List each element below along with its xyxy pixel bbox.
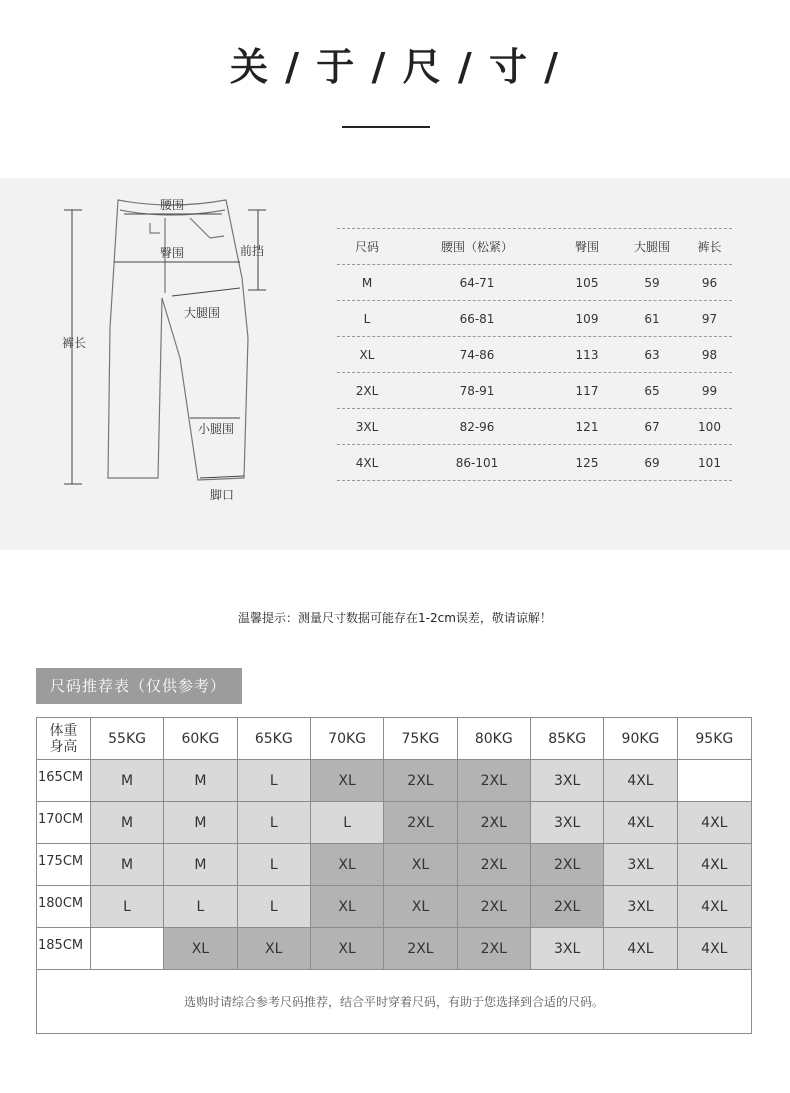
size-cell: L bbox=[91, 886, 164, 927]
cell-hip: 117 bbox=[575, 383, 599, 398]
cell-size: 2XL bbox=[355, 383, 379, 398]
size-cell: M bbox=[91, 802, 164, 843]
size-cell: 4XL bbox=[678, 886, 751, 927]
cell-thigh: 63 bbox=[644, 347, 660, 362]
size-table-header bbox=[337, 228, 732, 265]
table-row bbox=[337, 265, 732, 301]
table-row bbox=[37, 760, 751, 802]
size-cell: M bbox=[91, 760, 164, 801]
size-cell: 3XL bbox=[604, 844, 677, 885]
height-label: 175CM bbox=[37, 844, 91, 885]
size-cell: L bbox=[238, 844, 311, 885]
header-hip: 臀围 bbox=[574, 240, 599, 254]
cell-thigh: 67 bbox=[644, 419, 660, 434]
pants-outline bbox=[108, 200, 248, 480]
size-cell: L bbox=[311, 802, 384, 843]
cell-length: 96 bbox=[701, 275, 718, 290]
recommend-header-row bbox=[37, 718, 751, 760]
size-cell: 2XL bbox=[458, 928, 531, 969]
cell-waist: 74-86 bbox=[459, 347, 495, 362]
size-cell: L bbox=[238, 760, 311, 801]
header-length: 裤长 bbox=[697, 240, 722, 254]
waist-label: 腰围 bbox=[160, 198, 185, 212]
header-waist: 腰围（松紧） bbox=[440, 240, 513, 254]
cell-hip: 121 bbox=[575, 419, 599, 434]
cell-length: 100 bbox=[698, 419, 721, 434]
size-cell: 2XL bbox=[458, 760, 531, 801]
calf-label: 小腿围 bbox=[198, 422, 235, 436]
weight-header: 90KG bbox=[604, 718, 677, 759]
size-cell: 4XL bbox=[678, 844, 751, 885]
size-cell: 2XL bbox=[384, 802, 457, 843]
header-size: 尺码 bbox=[354, 240, 379, 254]
size-cell: 3XL bbox=[531, 802, 604, 843]
cell-length: 97 bbox=[701, 311, 718, 326]
size-cell: XL bbox=[384, 886, 457, 927]
size-cell: L bbox=[164, 886, 237, 927]
length-label: 裤长 bbox=[62, 336, 87, 350]
hem-label: 脚口 bbox=[210, 488, 235, 502]
height-label: 180CM bbox=[37, 886, 91, 927]
size-cell bbox=[91, 928, 164, 969]
thigh-arrow bbox=[172, 288, 240, 296]
size-cell: 3XL bbox=[531, 760, 604, 801]
header-thigh: 大腿围 bbox=[633, 240, 670, 254]
size-cell: XL bbox=[311, 928, 384, 969]
cell-thigh: 59 bbox=[644, 275, 660, 290]
cell-waist: 86-101 bbox=[455, 455, 499, 470]
size-cell: 3XL bbox=[531, 928, 604, 969]
size-cell: 4XL bbox=[604, 928, 677, 969]
cell-size: L bbox=[363, 311, 371, 326]
cell-waist: 82-96 bbox=[459, 419, 495, 434]
cell-size: XL bbox=[359, 347, 375, 362]
size-panel bbox=[0, 178, 790, 550]
table-row bbox=[337, 301, 732, 337]
size-cell: 3XL bbox=[604, 886, 677, 927]
table-row bbox=[337, 445, 732, 481]
recommend-tag: 尺码推荐表（仅供参考） bbox=[36, 668, 242, 704]
table-row bbox=[337, 337, 732, 373]
weight-header: 85KG bbox=[531, 718, 604, 759]
weight-header: 95KG bbox=[695, 730, 734, 747]
table-row bbox=[37, 886, 751, 928]
size-table bbox=[337, 228, 732, 481]
table-row bbox=[37, 928, 751, 970]
corner-weight-label: 体重 bbox=[49, 722, 78, 739]
size-cell: L bbox=[238, 802, 311, 843]
size-cell: XL bbox=[384, 844, 457, 885]
page-title: 关 / 于 / 尺 / 寸 / bbox=[229, 45, 561, 89]
measurement-notice: 温馨提示：测量尺寸数据可能存在1-2cm误差，敬请谅解！ bbox=[238, 611, 552, 625]
front-rise-label: 前挡 bbox=[240, 244, 265, 258]
size-cell: 2XL bbox=[531, 886, 604, 927]
cell-length: 99 bbox=[701, 383, 718, 398]
table-row bbox=[337, 409, 732, 445]
size-cell: 4XL bbox=[604, 802, 677, 843]
cell-thigh: 61 bbox=[644, 311, 660, 326]
size-cell: XL bbox=[164, 928, 237, 969]
weight-header: 65KG bbox=[238, 718, 311, 759]
size-cell: 2XL bbox=[458, 844, 531, 885]
weight-header: 55KG bbox=[91, 718, 164, 759]
height-label: 170CM bbox=[37, 802, 91, 843]
size-cell: M bbox=[91, 844, 164, 885]
recommend-footer: 选购时请综合参考尺码推荐，结合平时穿着尺码，有助于您选择到合适的尺码。 bbox=[183, 995, 604, 1009]
cell-waist: 64-71 bbox=[459, 275, 495, 290]
cell-length: 98 bbox=[701, 347, 718, 362]
size-cell bbox=[678, 760, 751, 801]
corner-cell bbox=[37, 718, 91, 759]
cell-hip: 125 bbox=[575, 455, 599, 470]
pocket-line bbox=[190, 218, 224, 238]
thigh-label: 大腿围 bbox=[184, 306, 221, 320]
size-cell: 2XL bbox=[458, 802, 531, 843]
weight-header: 70KG bbox=[311, 718, 384, 759]
cell-length: 101 bbox=[698, 455, 721, 470]
recommend-table bbox=[36, 717, 752, 1034]
hip-label: 臀围 bbox=[160, 246, 185, 260]
cell-hip: 113 bbox=[575, 347, 599, 362]
size-cell: 2XL bbox=[531, 844, 604, 885]
table-row bbox=[37, 844, 751, 886]
size-cell: 4XL bbox=[678, 802, 751, 843]
height-label: 165CM bbox=[37, 760, 91, 801]
size-cell: 4XL bbox=[678, 928, 751, 969]
size-cell: L bbox=[238, 886, 311, 927]
cell-thigh: 65 bbox=[644, 383, 660, 398]
cell-hip: 105 bbox=[575, 275, 599, 290]
size-cell: M bbox=[164, 760, 237, 801]
size-cell: 4XL bbox=[604, 760, 677, 801]
size-cell: XL bbox=[311, 844, 384, 885]
cell-hip: 109 bbox=[575, 311, 599, 326]
cell-waist: 66-81 bbox=[459, 311, 495, 326]
weight-header: 75KG bbox=[384, 718, 457, 759]
cell-size: 3XL bbox=[355, 419, 379, 434]
pocket-detail bbox=[150, 223, 160, 233]
size-cell: XL bbox=[311, 886, 384, 927]
cell-waist: 78-91 bbox=[459, 383, 495, 398]
size-cell: 2XL bbox=[384, 928, 457, 969]
cell-size: M bbox=[361, 275, 373, 290]
height-label: 185CM bbox=[37, 928, 91, 969]
table-row bbox=[37, 802, 751, 844]
size-cell: M bbox=[164, 802, 237, 843]
corner-height-label: 身高 bbox=[49, 738, 78, 755]
title-underline bbox=[342, 126, 430, 128]
size-cell: XL bbox=[238, 928, 311, 969]
size-cell: 2XL bbox=[384, 760, 457, 801]
cell-thigh: 69 bbox=[644, 455, 660, 470]
table-row bbox=[337, 373, 732, 409]
weight-header: 60KG bbox=[164, 718, 237, 759]
weight-header: 80KG bbox=[458, 718, 531, 759]
size-cell: M bbox=[164, 844, 237, 885]
size-cell: XL bbox=[311, 760, 384, 801]
size-cell: 2XL bbox=[458, 886, 531, 927]
cell-size: 4XL bbox=[355, 455, 379, 470]
